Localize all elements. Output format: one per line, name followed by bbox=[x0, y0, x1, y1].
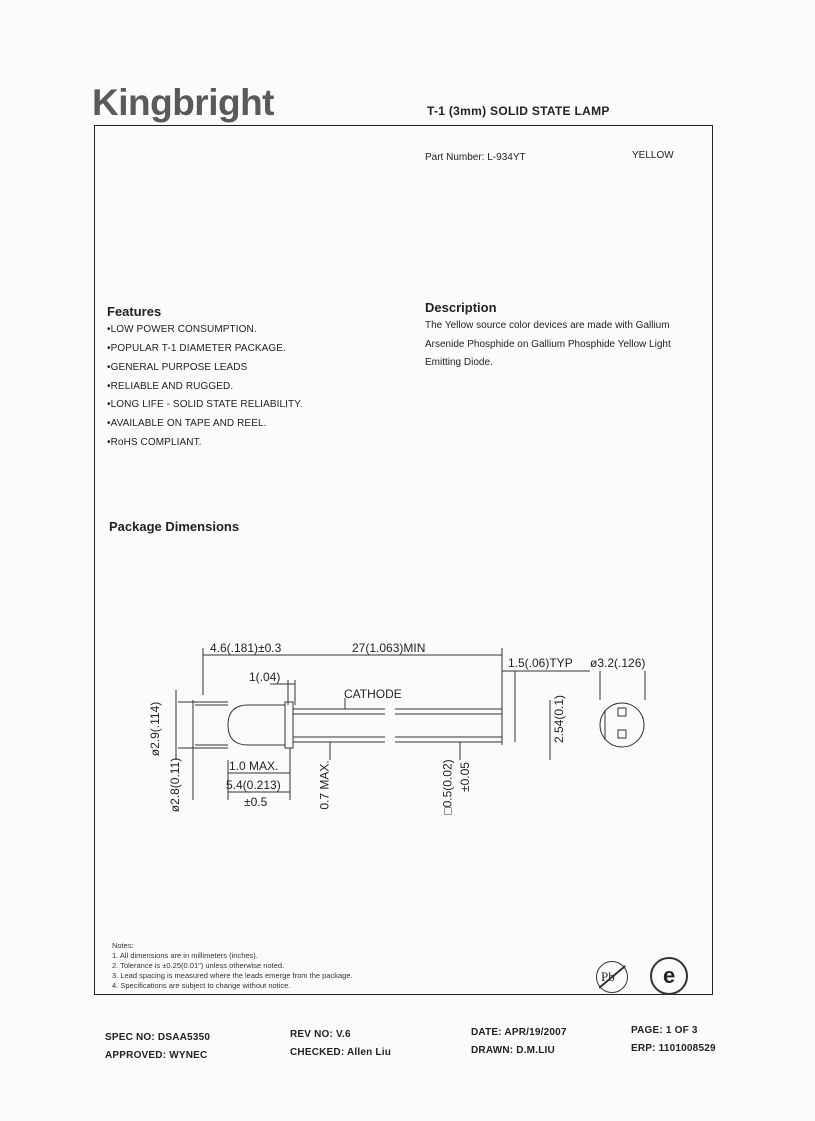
e-symbol: e bbox=[663, 963, 676, 988]
rev-no: REV NO: V.6 bbox=[290, 1029, 351, 1040]
dim-1max-label: 1.0 MAX. bbox=[229, 759, 279, 773]
dim-lead-min-label: 27(1.063)MIN bbox=[352, 641, 426, 655]
dim-lead-sq-label: □0.5(0.02) bbox=[440, 759, 455, 815]
feature-item: •POPULAR T-1 DIAMETER PACKAGE. bbox=[107, 343, 286, 354]
note-item: 1. All dimensions are in millimeters (inches). bbox=[112, 951, 258, 960]
drawn-by: DRAWN: D.M.LIU bbox=[471, 1045, 555, 1056]
date: DATE: APR/19/2007 bbox=[471, 1027, 567, 1038]
dim-pm005-label: ±0.05 bbox=[457, 762, 472, 792]
dim-lens-label: 5.4(0.213) bbox=[226, 778, 281, 792]
rohs-e-icon bbox=[650, 957, 688, 995]
checked-by: CHECKED: Allen Liu bbox=[290, 1047, 392, 1058]
note-item: 2. Tolerance is ±0.25(0.01") unless otherwise noted. bbox=[112, 961, 285, 970]
dim-dia-base-label: ø2.8(0.11) bbox=[168, 757, 183, 813]
dim-07max-label: 0.7 MAX. bbox=[317, 760, 332, 810]
feature-item: •RoHS COMPLIANT. bbox=[107, 437, 202, 448]
note-item: 3. Lead spacing is measured where the leads emerge from the package. bbox=[112, 971, 353, 980]
dim-typ-label: 1.5(.06)TYP bbox=[508, 656, 573, 670]
notes-title: Notes: bbox=[112, 941, 134, 950]
feature-item: •LOW POWER CONSUMPTION. bbox=[107, 324, 257, 335]
feature-item: •AVAILABLE ON TAPE AND REEL. bbox=[107, 418, 267, 429]
package-dimensions-heading: Package Dimensions bbox=[109, 519, 240, 534]
cathode-label: CATHODE bbox=[344, 687, 402, 701]
feature-item: •RELIABLE AND RUGGED. bbox=[107, 381, 234, 392]
approved-by: APPROVED: WYNEC bbox=[105, 1050, 208, 1061]
dim-pm05-label: ±0.5 bbox=[244, 795, 268, 809]
description-heading: Description bbox=[425, 300, 497, 315]
features-heading: Features bbox=[107, 304, 162, 319]
note-item: 4. Specifications are subject to change without notice. bbox=[112, 981, 291, 990]
pb-symbol: Pb bbox=[601, 969, 615, 984]
dim-dia-top-label: ø3.2(.126) bbox=[590, 656, 646, 670]
pb-free-icon bbox=[596, 961, 628, 993]
dim-overall-label: 4.6(.181)±0.3 bbox=[210, 641, 282, 655]
brand-logo: Kingbright bbox=[92, 82, 275, 123]
description-text: The Yellow source color devices are made with Gallium Arsenide Phosphide on Gallium Phosphide Yellow Light Emitting Diode. bbox=[425, 320, 671, 368]
dim-dia-body-label: ø2.9(.114) bbox=[148, 701, 163, 757]
feature-item: •LONG LIFE - SOLID STATE RELIABILITY. bbox=[107, 399, 303, 410]
page-number: PAGE: 1 OF 3 bbox=[631, 1025, 698, 1036]
spec-no: SPEC NO: DSAA5350 bbox=[105, 1032, 211, 1043]
dim-spacing-label: 2.54(0.1) bbox=[552, 694, 567, 744]
erp-number: ERP: 1101008529 bbox=[631, 1043, 716, 1054]
color-label: YELLOW bbox=[632, 150, 674, 161]
feature-item: •GENERAL PURPOSE LEADS bbox=[107, 362, 248, 373]
dim-flange-label: 1(.04) bbox=[249, 670, 281, 684]
document-title: T-1 (3mm) SOLID STATE LAMP bbox=[427, 104, 610, 118]
part-number: Part Number: L-934YT bbox=[425, 152, 526, 163]
